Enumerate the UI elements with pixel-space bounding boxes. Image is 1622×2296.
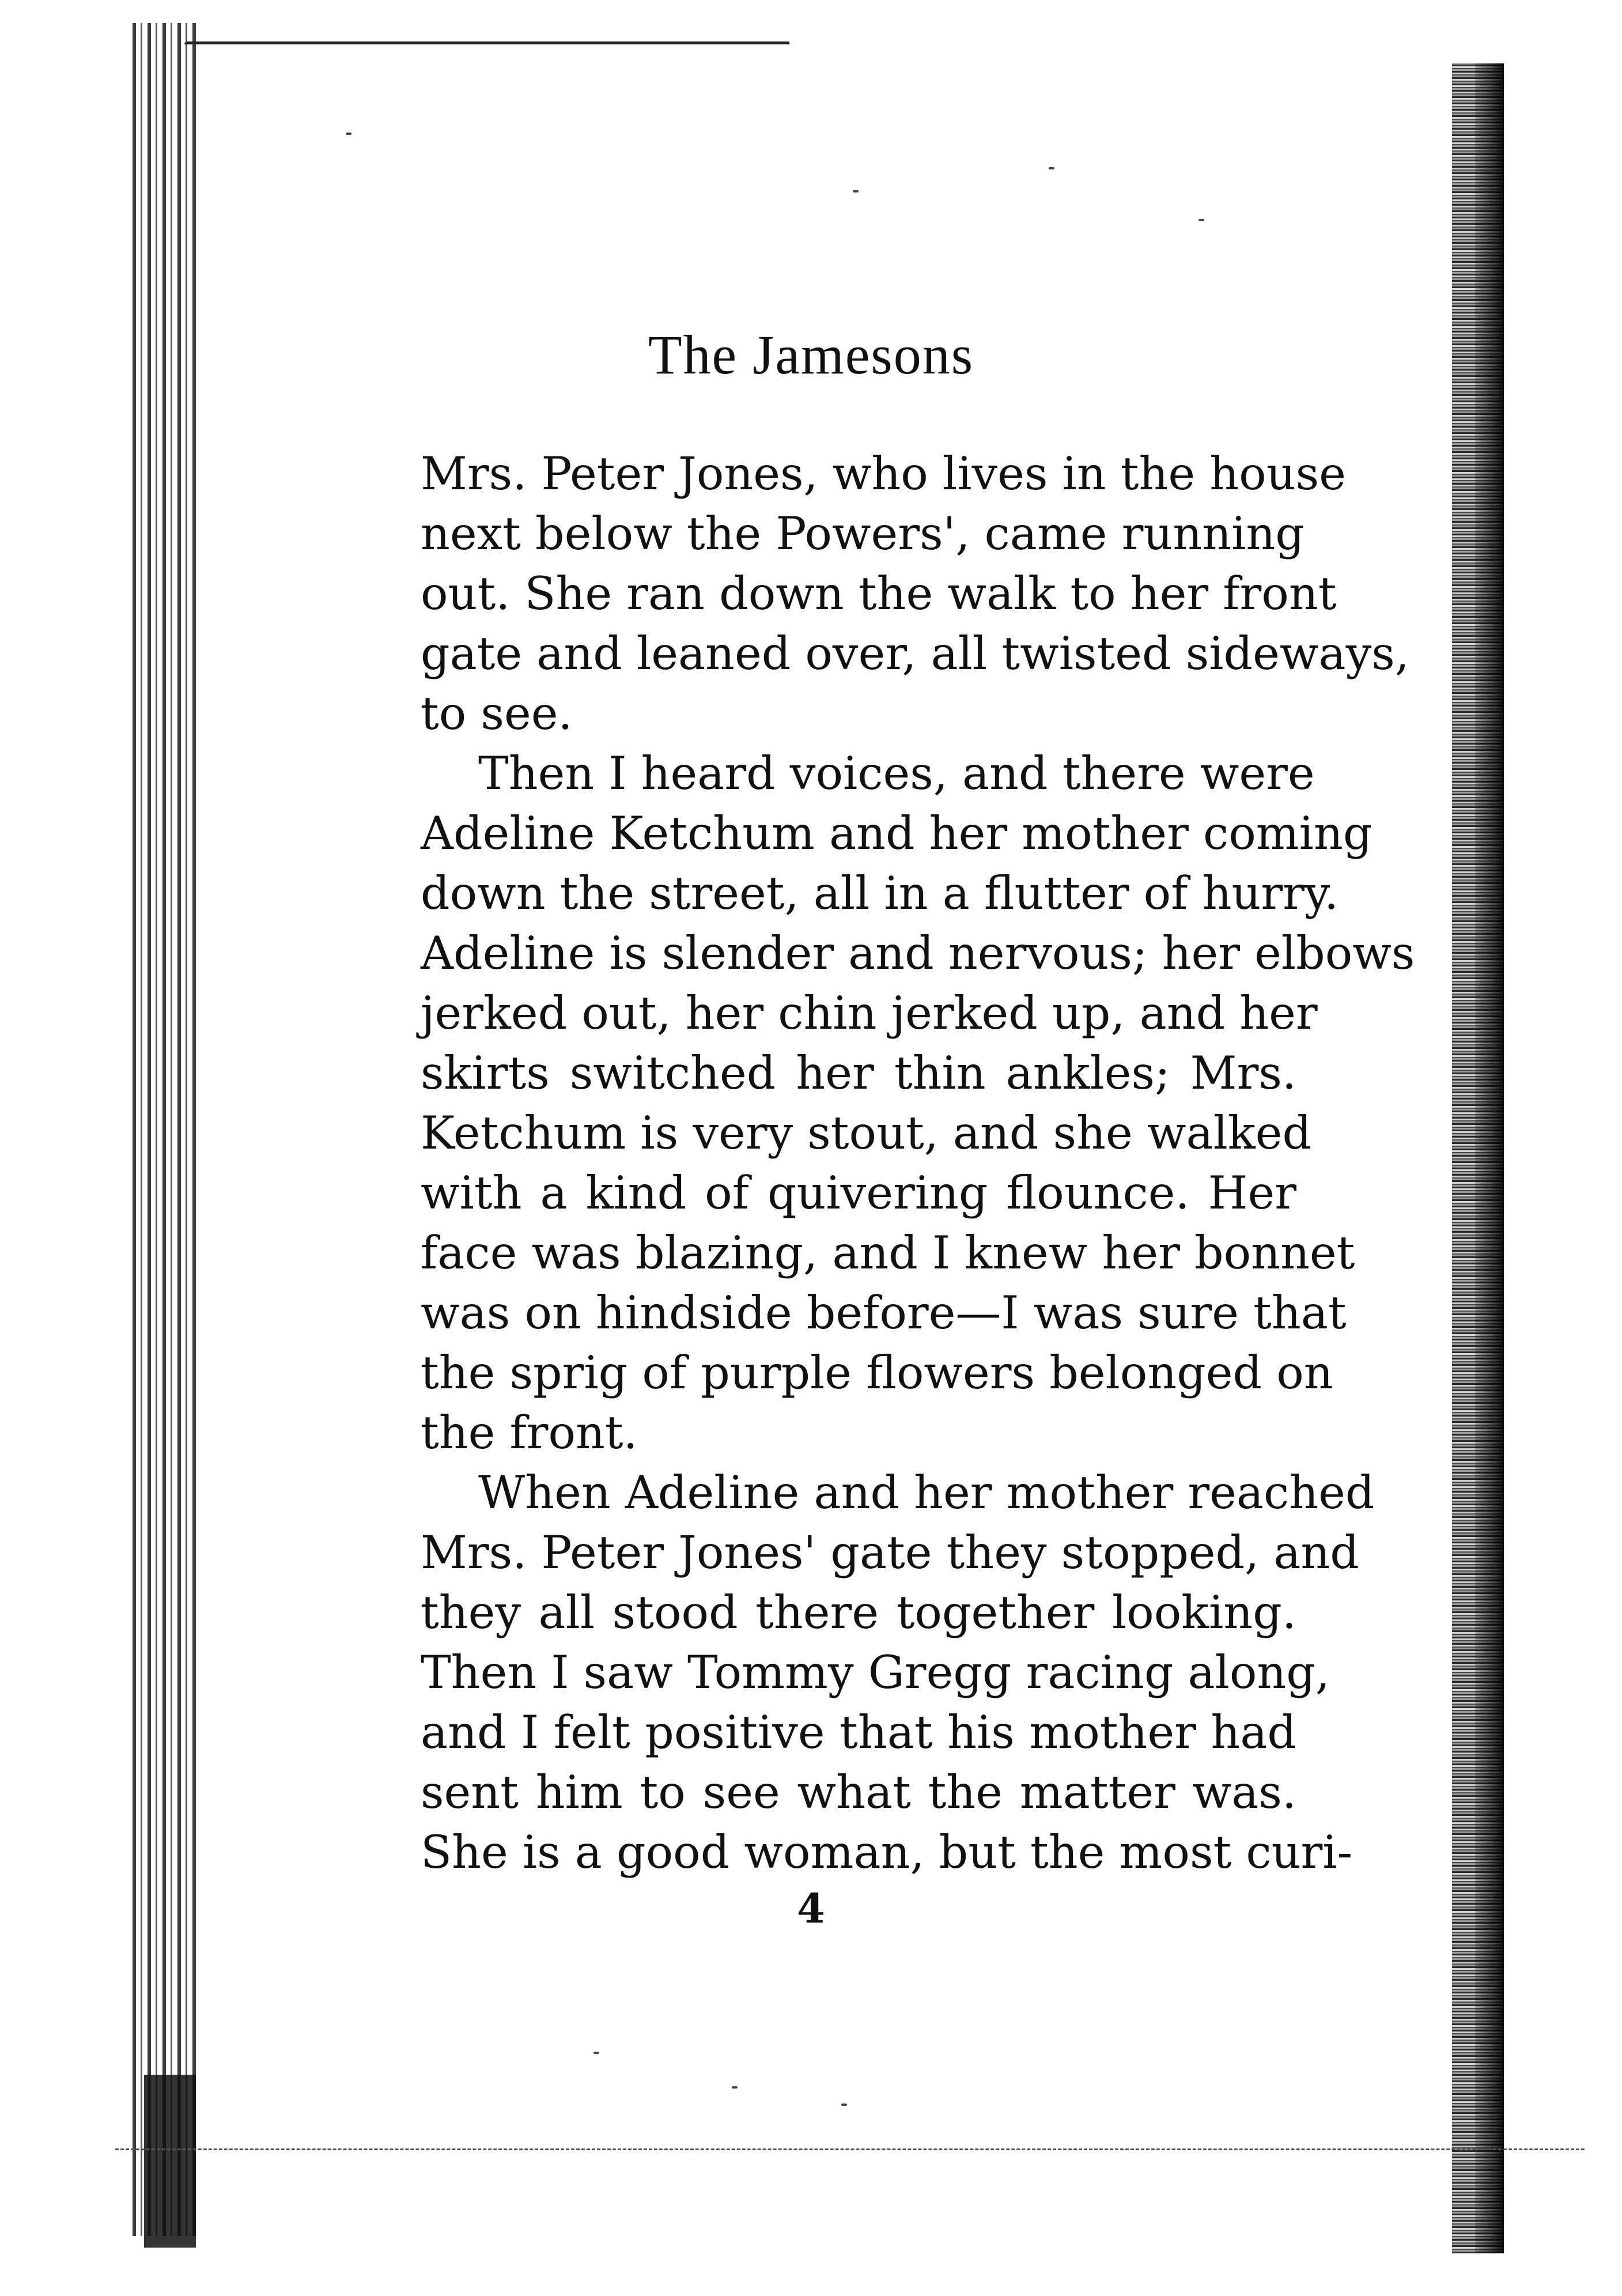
text-line: jerked out, her chin jerked up, and her [421, 987, 1318, 1040]
text-line: When Adeline and her mother reached [478, 1466, 1375, 1519]
text-line: She is a good woman, but the most curi- [421, 1826, 1353, 1879]
text-line: they all stood there together looking. [421, 1586, 1296, 1639]
paragraph-2 [421, 743, 1415, 1463]
scan-speck [841, 2104, 847, 2106]
text-line: Mrs. Peter Jones' gate they stopped, and [421, 1526, 1359, 1579]
scan-speck [1198, 219, 1204, 221]
text-line: and I felt positive that his mother had [421, 1706, 1296, 1759]
text-line: with a kind of quivering flounce. Her [421, 1166, 1296, 1219]
text-line: face was blazing, and I knew her bonnet [421, 1226, 1355, 1279]
text-line: gate and leaned over, all twisted sideways, [421, 627, 1409, 680]
scan-speck [732, 2086, 738, 2089]
page-number: 4 [797, 1885, 825, 1932]
text-line: was on hindside before—I was sure that [421, 1286, 1347, 1339]
text-line: the sprig of purple flowers belonged on [421, 1346, 1333, 1399]
text-line: down the street, all in a flutter of hurry. [421, 867, 1339, 920]
page-border-bottom [115, 2148, 1585, 2150]
text-line: to see. [421, 687, 573, 740]
text-line: Ketchum is very stout, and she walked [421, 1107, 1312, 1160]
text-line: Then I saw Tommy Gregg racing along, [421, 1646, 1330, 1699]
text-line: next below the Powers', came running [421, 507, 1305, 560]
text-line: Adeline Ketchum and her mother coming [421, 807, 1373, 860]
text-line: skirts switched her thin ankles; Mrs. [421, 1047, 1296, 1100]
page-border-top [184, 41, 789, 44]
text-line: Then I heard voices, and there were [478, 747, 1315, 800]
text-line: Adeline is slender and nervous; her elbows [421, 927, 1415, 980]
text-line: the front. [421, 1406, 638, 1459]
body-text [421, 444, 1415, 1882]
binding-shadow [144, 2075, 196, 2248]
paragraph-3 [421, 1463, 1375, 1882]
text-line: out. She ran down the walk to her front [421, 567, 1337, 620]
text-line: sent him to see what the matter was. [421, 1766, 1296, 1819]
page-title: The Jamesons [648, 324, 974, 386]
paragraph-1 [421, 444, 1409, 743]
text-line: Mrs. Peter Jones, who lives in the house [421, 447, 1346, 500]
scan-speck [593, 2052, 599, 2054]
scan-speck [346, 133, 351, 135]
scan-speck [1049, 167, 1054, 169]
scan-speck [853, 190, 859, 192]
